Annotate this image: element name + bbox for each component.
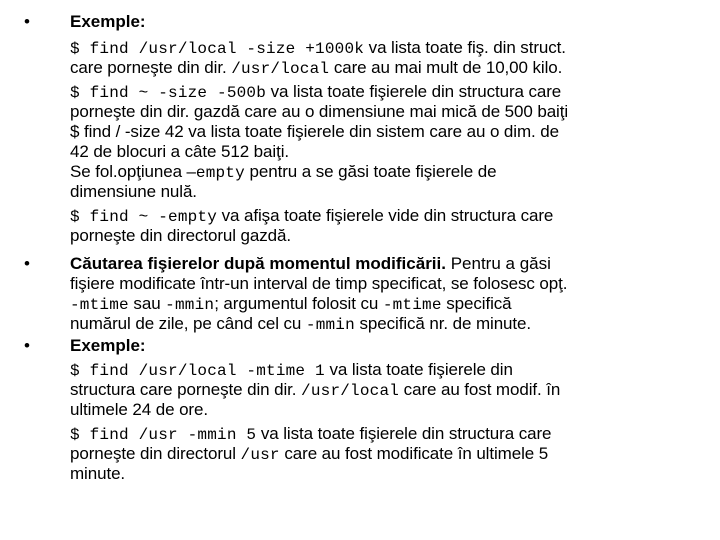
text-span: specifică <box>441 294 512 313</box>
text-span: care au fost modificate în ultimele 5 <box>279 444 549 463</box>
code-span: empty <box>195 164 245 182</box>
text-line <box>70 294 700 314</box>
text-span: specifică nr. de minute. <box>354 314 531 333</box>
text-line <box>70 380 700 400</box>
code-span: -mmin <box>165 296 215 314</box>
code-span: /usr/local <box>301 382 400 400</box>
bullet-title: Exemple: <box>70 336 146 355</box>
text-span: porneşte din directorul gazdă. <box>70 226 291 245</box>
text-line <box>70 360 700 380</box>
code-span: /usr <box>240 446 280 464</box>
code-span: $ find /usr -mmin 5 <box>70 426 257 444</box>
text-span: numărul de zile, pe când cel cu <box>70 314 306 333</box>
text-line <box>70 122 700 142</box>
text-span: va lista toate fişierele din structura care <box>256 424 552 443</box>
text-line <box>70 464 700 484</box>
text-span: minute. <box>70 464 126 483</box>
examples-2-body <box>70 360 700 484</box>
code-span: $ find /usr/local -mtime 1 <box>70 362 325 380</box>
text-line <box>70 182 700 202</box>
text-span: Pentru a găsi <box>445 254 551 273</box>
text-span: care porneşte din dir. <box>70 58 232 77</box>
text-line <box>70 142 700 162</box>
text-span <box>446 254 551 273</box>
text-line <box>70 102 700 122</box>
text-span: dimensiune nulă. <box>70 182 197 201</box>
text-span: pentru a se găsi toate fişierele de <box>244 162 497 181</box>
code-span: -mtime <box>382 296 442 314</box>
text-line <box>70 424 700 444</box>
bullet-heading: Căutarea fişierelor după momentul modificării. <box>70 254 446 273</box>
text-line <box>70 82 700 102</box>
text-line <box>70 274 700 294</box>
text-span: porneşte din directorul <box>70 444 241 463</box>
text-line <box>70 226 700 246</box>
text-span: ultimele 24 de ore. <box>70 400 208 419</box>
bullet-title: Exemple: <box>70 12 146 31</box>
text-span: care au fost modif. în <box>399 380 561 399</box>
text-span: $ find / -size 42 va lista toate fişierele din sistem care au o dim. de <box>70 122 559 141</box>
bullet-dot: • <box>24 336 30 355</box>
text-line <box>70 206 700 226</box>
text-span: va lista toate fişierele din structura care <box>266 82 562 101</box>
text-span: porneşte din dir. gazdă care au o dimensiune mai mică de 500 baiţi <box>70 102 569 121</box>
examples-1-body <box>70 38 700 246</box>
text-span: sau <box>128 294 166 313</box>
code-span: $ find ~ -size -500b <box>70 84 267 102</box>
bullet-title <box>70 254 551 274</box>
text-span: structura care porneşte din dir. <box>70 380 302 399</box>
text-span: 42 de blocuri a câte 512 baiţi. <box>70 142 289 161</box>
code-span: $ find ~ -empty <box>70 208 218 226</box>
text-span: va afişa toate fişierele vide din structura care <box>217 206 554 225</box>
code-span: $ find /usr/local -size +1000k <box>70 40 365 58</box>
text-span: va lista toate fişierele din <box>324 360 513 379</box>
bullet-dot: • <box>24 254 30 273</box>
code-span: /usr/local <box>231 60 330 78</box>
code-span: -mmin <box>305 316 355 334</box>
text-line <box>70 58 700 78</box>
text-span: Se fol.opţiunea – <box>70 162 196 181</box>
text-line <box>70 38 700 58</box>
code-span: -mtime <box>70 296 129 314</box>
text-span: va lista toate fiş. din struct. <box>364 38 566 57</box>
text-line <box>70 400 700 420</box>
text-span: ; argumentul folosit cu <box>214 294 383 313</box>
bullet-dot: • <box>24 12 30 31</box>
text-line <box>70 314 700 334</box>
text-span: fişiere modificate într-un interval de timp specificat, se folosesc opţ. <box>70 274 568 293</box>
search-by-time-body <box>70 274 700 334</box>
text-line <box>70 162 700 182</box>
text-span: care au mai mult de 10,00 kilo. <box>329 58 563 77</box>
text-line <box>70 444 700 464</box>
